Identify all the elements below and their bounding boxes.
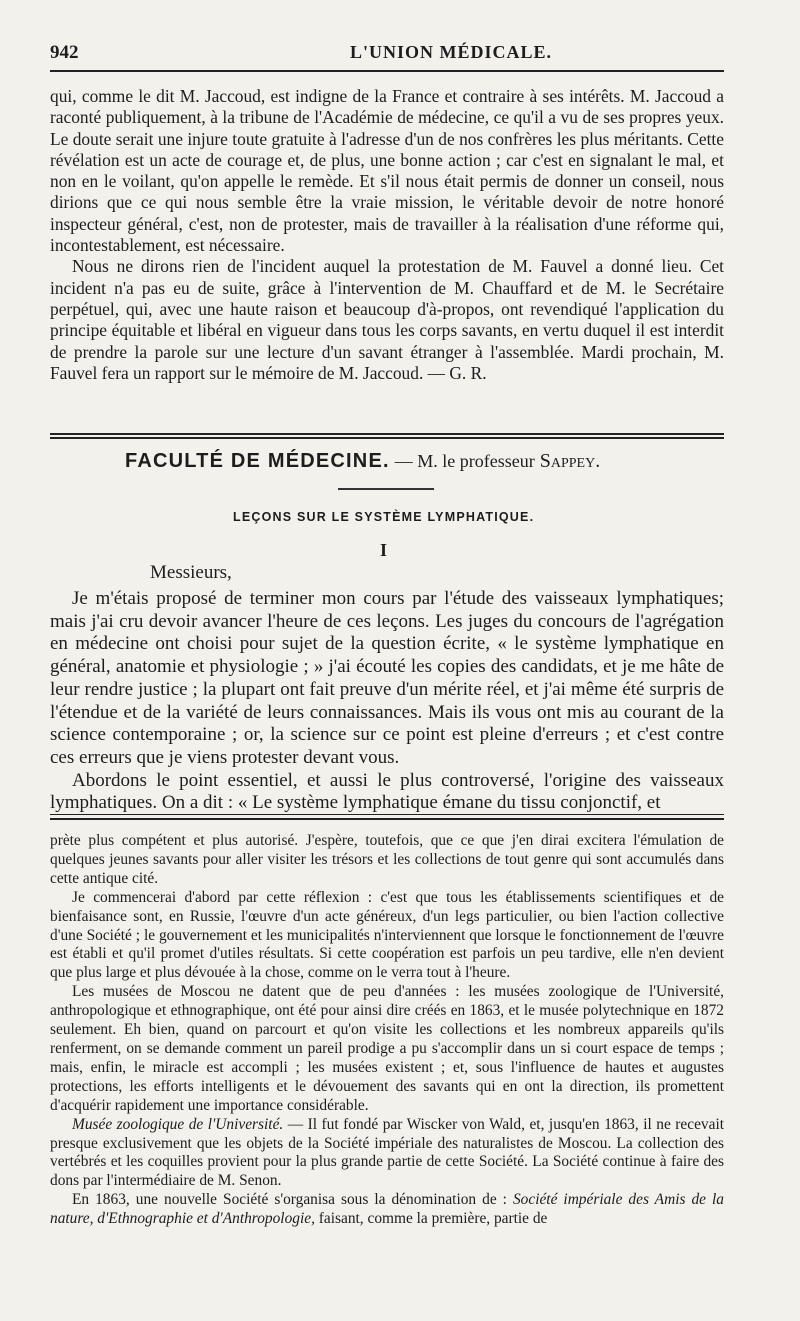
feuilleton-rule-bottom	[50, 818, 724, 820]
article-body	[50, 86, 724, 384]
page-header	[50, 38, 740, 68]
article-paragraph: Nous ne dirons rien de l'incident auquel la protestation de M. Fauvel a donné lieu. Cet incident n'a pas eu de suite, grâce à l'intervention de M. Chauffard et de M. le Secrétaire perpétuel, qui, avec une haute raison et beaucoup d'à-propos, ont revendiqué l'application du principe équitable et libéral en vigueur dans tous les corps savants, en vertu duquel il est interdit de prendre la parole sur une lecture d'un savant étranger à l'assemblée. Mardi prochain, M. Fauvel fera un rapport sur le mémoire de M. Jaccoud. — G. R.	[50, 256, 724, 383]
lecture-number: I	[380, 540, 388, 560]
feuilleton-body	[50, 832, 724, 1229]
society-intro: En 1863, une nouvelle Société s'organisa sous la dénomination de :	[72, 1191, 513, 1209]
museum-text: — Il fut fondé par Wiscker von Wald, et, jusqu'en 1863, il ne recevait presque exclusivement que les objets de la Société impériale des naturalistes de Moscou. La collection des vertébrés et les coquilles provient pour la plus grande partie de cette Société. La Société continue à faire des dons par l'intermédiaire de M. Senon.	[50, 1115, 724, 1190]
ornament-rule	[338, 488, 434, 490]
header-rule	[50, 70, 724, 72]
professor-name: Sappey.	[539, 450, 601, 472]
section-rule-top	[50, 433, 724, 435]
lecture-subtitle: LEÇONS SUR LE SYSTÈME LYMPHATIQUE.	[233, 510, 535, 524]
article-paragraph: qui, comme le dit M. Jaccoud, est indigne de la France et contraire à ses intérêts. M. Jaccoud a raconté publiquement, à la tribune de l'Académie de médecine, ce qu'il a vu de ses propres yeux. Le doute serait une injure toute gratuite à l'adresse d'un de nos confrères les plus méritants. Cette révélation est un acte de courage et, de plus, une bonne action ; car c'est en signalant le mal, et non en le voilant, qu'on appelle le remède. Et s'il nous était permis de donner un conseil, nous dirions que ce qui nous semble être la vraie mission, le véritable devoir de notre honoré inspecteur général, c'est, non de protester, mais de travailler à la réalisation d'une réforme qui, incontestablement, est nécessaire.	[50, 86, 724, 256]
lecture-paragraph: Je m'étais proposé de terminer mon cours par l'étude des vaisseaux lymphatiques; mais j'ai cru devoir avancer l'heure de ces leçons. Les juges du concours de l'agrégation en médecine ont choisi pour sujet de la question écrite, « le système lymphatique en général, anatomie et physiologie ; » j'ai écouté les copies des candidats, et je me hâte de leur rendre justice ; la plupart ont fait preuve d'un mérite réel, et j'ai même été surpris de l'étendue et de la variété de leurs connaissances. Mais ils vous ont mis au courant de la science contemporaine ; or, la science sur ce point est pleine d'erreurs ; et c'est contre ces erreurs que je viens protester devant vous.	[50, 588, 724, 768]
section-title	[125, 450, 600, 473]
feuilleton-paragraph: Les musées de Moscou ne datent que de peu d'années : les musées zoologique de l'Université, anthropologique et ethnographique, ont été pour ainsi dire créés en 1863, et le musée polytechnique en 1872 seulement. Eh bien, quand on parcourt et qu'on visite les collections et les nombreux appareils qu'ils renferment, on se demande comment un pareil prodige a pu s'accomplir dans un si court espace de temps ; mais, enfin, le miracle est accompli ; les musées existent ; et, sous l'influence de hautes et augustes protections, les efforts intelligents et le dévouement des savants qui en ont la direction, ils promettent d'acquérir rapidement une importance considérable.	[50, 983, 724, 1114]
salutation: Messieurs,	[150, 562, 232, 583]
feuilleton-paragraph	[50, 1191, 724, 1229]
page-number: 942	[50, 42, 79, 63]
museum-heading: Musée zoologique de l'Université.	[72, 1115, 284, 1133]
society-continuation: faisant, comme la première, partie de	[314, 1210, 548, 1228]
feuilleton-paragraph: Je commencerai d'abord par cette réflexion : c'est que tous les établissements scientifiques et de bienfaisance sont, en Russie, l'œuvre d'un acte généreux, d'un legs particulier, ou bien l'action collective d'une Société ; le gouvernement et les municipalités n'interviennent que lorsque le fonctionnement de l'œuvre est établi et qu'il promet d'utiles résultats. Si cette coopération est parfois un peu tardive, elle n'en devient que plus large et plus dévouée à la chose, comme on le verra tout à l'heure.	[50, 888, 724, 982]
lecture-paragraph: Abordons le point essentiel, et aussi le plus controversé, l'origine des vaisseaux lymphatiques. On a dit : « Le système lymphatique émane du tissu conjonctif, et	[50, 769, 724, 814]
professor-prefix: — M. le professeur	[394, 451, 535, 471]
feuilleton-paragraph: prète plus compétent et plus autorisé. J'espère, toutefois, que ce que j'en dirai excitera l'émulation de quelques jeunes savants pour aller visiter les trésors et les collections de tout genre qui sont accumulés dans cette antique cité.	[50, 832, 724, 887]
feuilleton-paragraph	[50, 1116, 724, 1192]
lecture-body	[50, 588, 724, 815]
running-title: L'UNION MÉDICALE.	[350, 42, 553, 62]
faculty-heading: FACULTÉ DE MÉDECINE.	[125, 450, 390, 472]
society-name: Société impériale des Amis de la nature, d'Ethnographie et d'Anthropologie,	[50, 1191, 724, 1228]
section-rule-bottom	[50, 437, 724, 439]
feuilleton-rule-top	[50, 814, 724, 815]
